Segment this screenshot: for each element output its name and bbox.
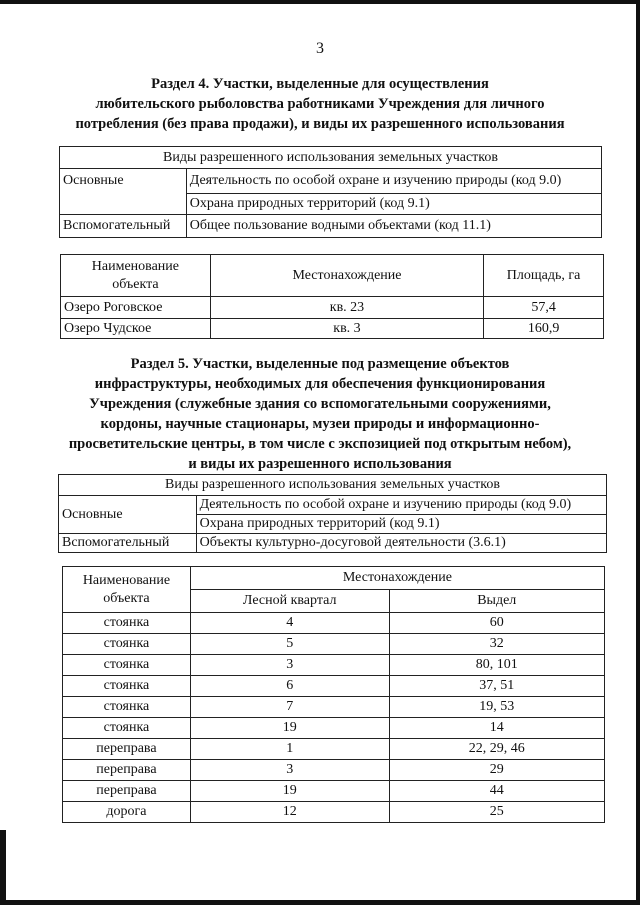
table-row: [63, 634, 605, 655]
header-object-name: [61, 255, 211, 297]
aux-usage-item: Объекты культурно-досуговой деятельности (3.6.1): [196, 534, 606, 553]
header-location: Местонахождение: [210, 255, 483, 297]
object-location: кв. 23: [210, 297, 483, 319]
main-usage-label: Основные: [59, 496, 197, 534]
page-number: 3: [316, 40, 324, 57]
aux-usage-label: Вспомогательный: [60, 215, 187, 238]
forest-section: 19, 53: [389, 697, 604, 718]
header-area: Площадь, га: [484, 255, 604, 297]
header-forest-section: Выдел: [389, 590, 604, 613]
forest-quarter: 4: [190, 613, 389, 634]
forest-quarter: 7: [190, 697, 389, 718]
forest-quarter: 3: [190, 655, 389, 676]
table-row: [63, 676, 605, 697]
forest-section: 32: [389, 634, 604, 655]
section5-objects-table: [62, 566, 605, 823]
table-row: [63, 655, 605, 676]
header-line: объекта: [103, 590, 150, 606]
header-line: Наименование: [82, 572, 171, 588]
section5-title: [10, 354, 630, 474]
forest-section: 44: [389, 781, 604, 802]
section5-usage-table: [58, 474, 607, 553]
scan-edge-left: [0, 830, 6, 905]
object-name: Озеро Чудское: [61, 319, 211, 339]
section5-title-line: Учреждения (служебные здания со вспомогательными сооружениями,: [89, 396, 551, 412]
section5-title-line: Раздел 5. Участки, выделенные под размещение объектов: [130, 356, 510, 372]
section5-title-line: инфраструктуры, необходимых для обеспечения функционирования: [94, 376, 546, 392]
header-line: Наименование: [91, 258, 180, 274]
forest-section: 29: [389, 760, 604, 781]
object-name: переправа: [63, 739, 191, 760]
object-name: стоянка: [63, 676, 191, 697]
header-location: Местонахождение: [190, 567, 604, 590]
table-row: [63, 718, 605, 739]
object-location: кв. 3: [210, 319, 483, 339]
table-row: [63, 802, 605, 823]
header-line: объекта: [112, 276, 159, 292]
object-name: дорога: [63, 802, 191, 823]
object-name: переправа: [63, 760, 191, 781]
forest-section: 22, 29, 46: [389, 739, 604, 760]
main-usage-label: Основные: [60, 169, 187, 215]
object-area: 57,4: [484, 297, 604, 319]
scan-edge-bottom: [0, 900, 640, 905]
object-name: Озеро Роговское: [61, 297, 211, 319]
object-name: стоянка: [63, 613, 191, 634]
forest-quarter: 12: [190, 802, 389, 823]
object-name: переправа: [63, 781, 191, 802]
section5-title-line: просветительские центры, в том числе с экспозицией под открытым небом),: [68, 436, 572, 452]
table-row: [63, 697, 605, 718]
forest-quarter: 19: [190, 718, 389, 739]
main-usage-item: Деятельность по особой охране и изучению природы (код 9.0): [186, 169, 601, 194]
section4-title-line: потребления (без права продажи), и виды их разрешенного использования: [75, 116, 565, 132]
object-name: стоянка: [63, 634, 191, 655]
object-area: 160,9: [484, 319, 604, 339]
section4-title-line: любительского рыболовства работниками Учреждения для личного: [95, 96, 545, 112]
scan-edge-right: [636, 0, 640, 905]
forest-section: 80, 101: [389, 655, 604, 676]
table-row: [61, 297, 604, 319]
section4-title-line: Раздел 4. Участки, выделенные для осуществления: [151, 76, 489, 92]
aux-usage-item: Общее пользование водными объектами (код 11.1): [186, 215, 601, 238]
table-row: [61, 319, 604, 339]
usage-table-header: Виды разрешенного использования земельных участков: [60, 147, 602, 169]
forest-section: 25: [389, 802, 604, 823]
forest-quarter: 6: [190, 676, 389, 697]
header-forest-quarter: Лесной квартал: [190, 590, 389, 613]
section4-usage-table: [59, 146, 602, 238]
scan-edge-top: [0, 0, 640, 4]
object-name: стоянка: [63, 718, 191, 739]
table-row: [63, 760, 605, 781]
section5-title-line: и виды их разрешенного использования: [188, 456, 452, 472]
forest-section: 37, 51: [389, 676, 604, 697]
object-name: стоянка: [63, 697, 191, 718]
main-usage-item: Деятельность по особой охране и изучению природы (код 9.0): [196, 496, 606, 515]
forest-quarter: 1: [190, 739, 389, 760]
section4-title: [20, 74, 620, 134]
aux-usage-label: Вспомогательный: [59, 534, 197, 553]
table-row: [63, 739, 605, 760]
forest-quarter: 19: [190, 781, 389, 802]
forest-quarter: 5: [190, 634, 389, 655]
usage-table-header: Виды разрешенного использования земельных участков: [59, 475, 607, 496]
table-row: [63, 613, 605, 634]
section5-title-line: кордоны, научные стационары, музеи природы и информационно-: [100, 416, 540, 432]
table-row: [63, 781, 605, 802]
forest-quarter: 3: [190, 760, 389, 781]
main-usage-item: Охрана природных территорий (код 9.1): [196, 515, 606, 534]
header-object-name: [63, 567, 191, 613]
forest-section: 60: [389, 613, 604, 634]
forest-section: 14: [389, 718, 604, 739]
main-usage-item: Охрана природных территорий (код 9.1): [186, 194, 601, 215]
section4-objects-table: [60, 254, 604, 339]
object-name: стоянка: [63, 655, 191, 676]
